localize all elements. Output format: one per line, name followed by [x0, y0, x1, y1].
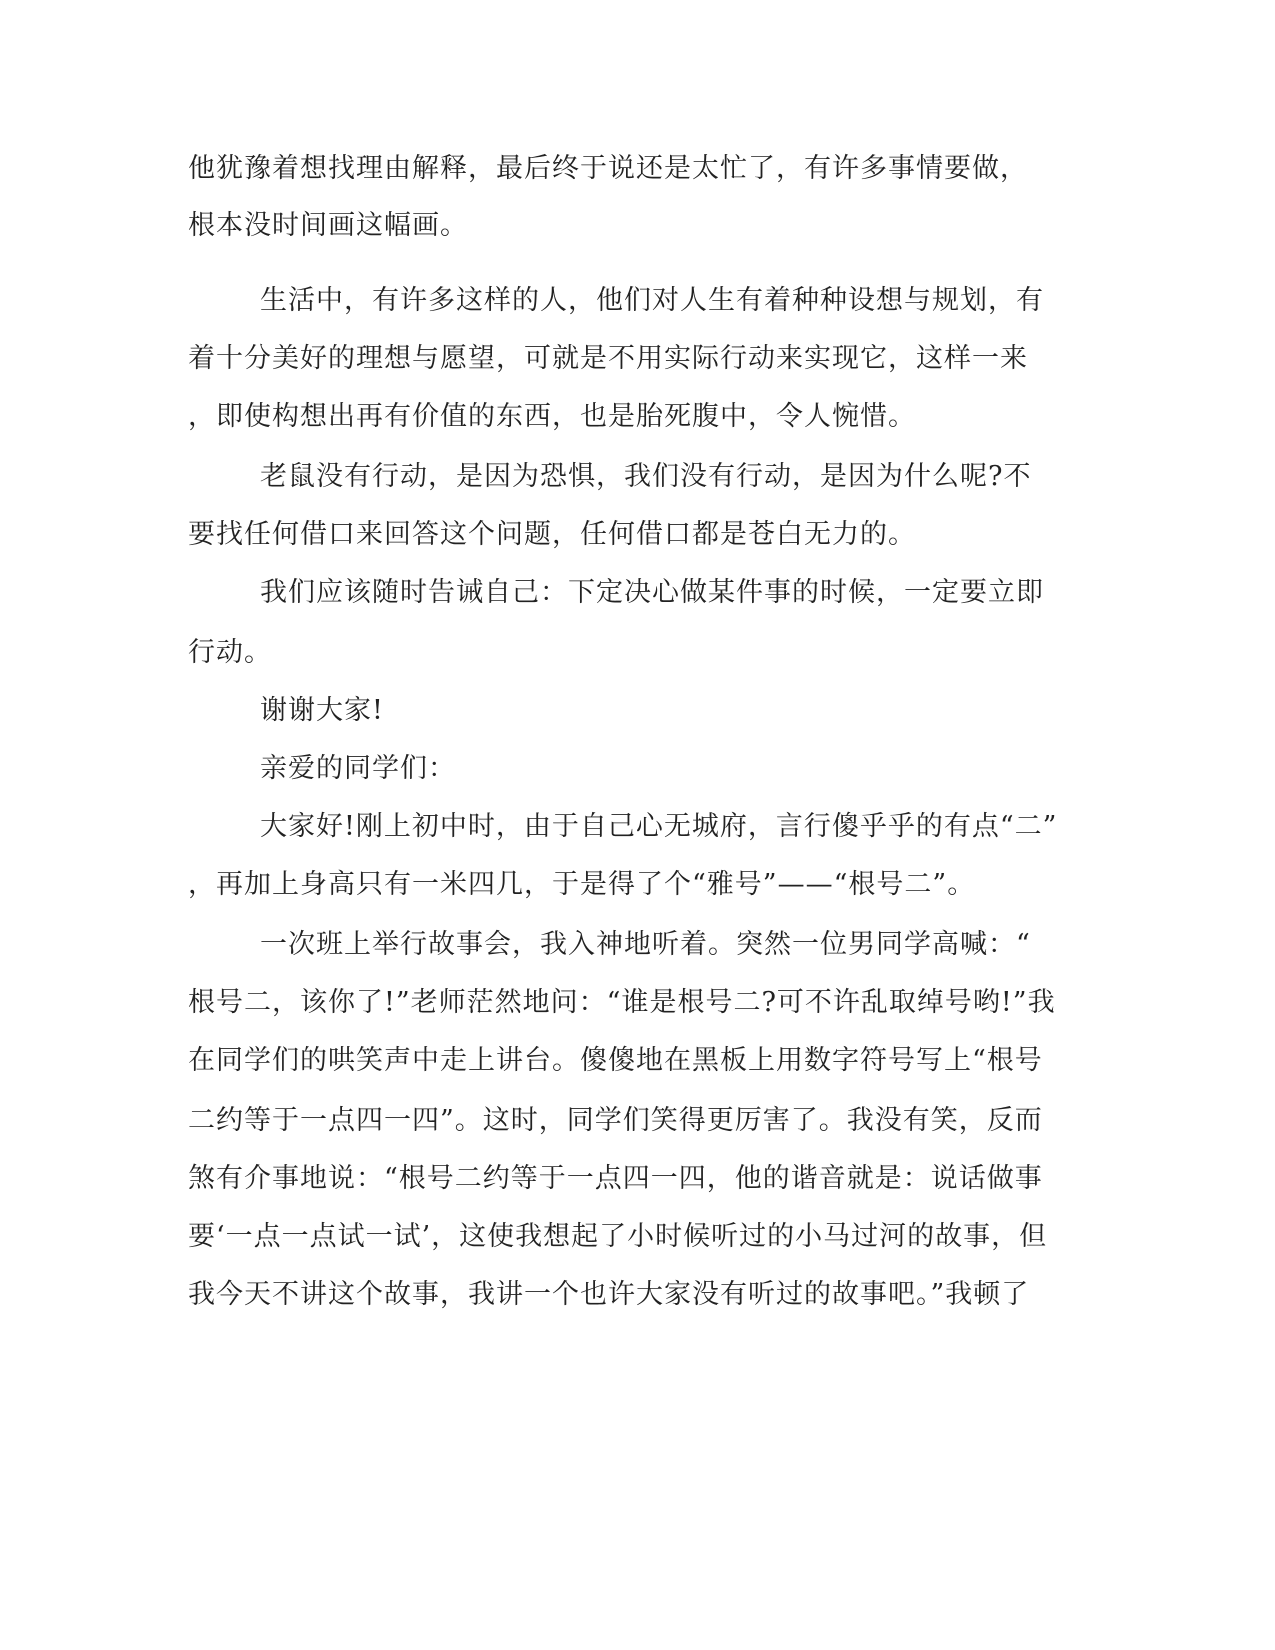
- text-line: 我今天不讲这个故事，我讲一个也许大家没有听过的故事吧。”我顿了: [188, 1279, 1030, 1310]
- text-line: 要找任何借口来回答这个问题，任何借口都是苍白无力的。: [188, 519, 916, 550]
- text-line: 一次班上举行故事会，我入神地听着。突然一位男同学高喊：“: [260, 929, 1031, 960]
- text-line: 亲爱的同学们：: [260, 753, 456, 784]
- text-line: 着十分美好的理想与愿望，可就是不用实际行动来实现它，这样一来: [188, 343, 1028, 374]
- text-line: 谢谢大家!: [260, 695, 384, 726]
- text-line: 根本没时间画这幅画。: [188, 210, 468, 241]
- text-line: 行动。: [188, 637, 272, 668]
- text-line: 我们应该随时告诫自己：下定决心做某件事的时候，一定要立即: [260, 577, 1044, 608]
- text-line: 二约等于一点四一四”。这时，同学们笑得更厉害了。我没有笑，反而: [188, 1105, 1043, 1136]
- text-line: 他犹豫着想找理由解释，最后终于说还是太忙了，有许多事情要做，: [188, 153, 1028, 184]
- text-line: 要‘一点一点试一试’，这使我想起了小时候听过的小马过河的故事，但: [188, 1221, 1048, 1252]
- text-line: 大家好!刚上初中时，由于自己心无城府，言行傻乎乎的有点“二”: [260, 811, 1058, 842]
- text-line: ，再加上身高只有一米四几，于是得了个“雅号”——“根号二”。: [188, 869, 976, 900]
- text-line: ，即使构想出再有价值的东西，也是胎死腹中，令人惋惜。: [188, 401, 916, 432]
- text-line: 生活中，有许多这样的人，他们对人生有着种种设想与规划，有: [260, 285, 1044, 316]
- text-line: 在同学们的哄笑声中走上讲台。傻傻地在黑板上用数字符号写上“根号: [188, 1045, 1043, 1076]
- text-line: 根号二，该你了!”老师茫然地问：“谁是根号二?可不许乱取绰号哟!”我: [188, 987, 1056, 1018]
- text-line: 煞有介事地说：“根号二约等于一点四一四，他的谐音就是：说话做事: [188, 1163, 1043, 1194]
- text-line: 老鼠没有行动，是因为恐惧，我们没有行动，是因为什么呢?不: [260, 461, 1032, 492]
